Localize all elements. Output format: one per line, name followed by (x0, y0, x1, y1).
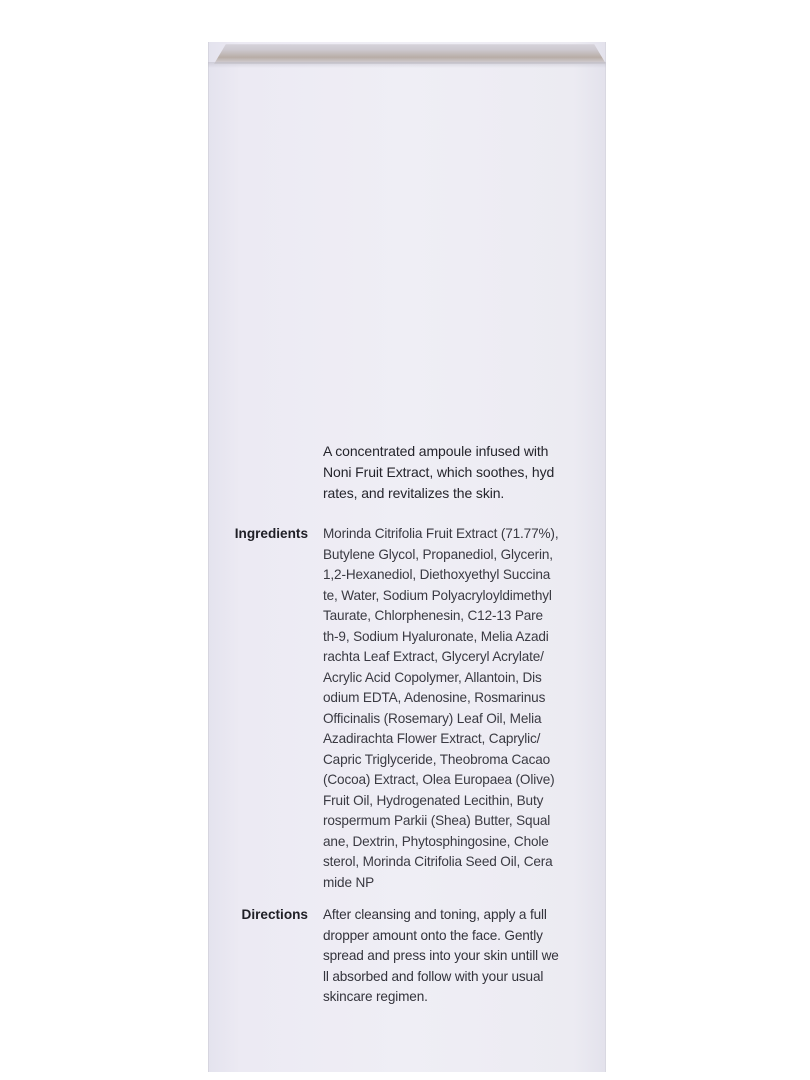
ingredients-line: Taurate, Chlorphenesin, C12-13 Pare (323, 608, 543, 623)
directions-line: ll absorbed and follow with your usual (323, 968, 544, 984)
ingredients-line: Acrylic Acid Copolymer, Allantoin, Dis (323, 669, 542, 685)
ingredients-line: odium EDTA, Adenosine, Rosmarinus (323, 690, 546, 705)
directions-label: Directions (241, 907, 308, 922)
ingredients-line: Officinalis (Rosemary) Leaf Oil, Melia (323, 710, 542, 726)
ingredients-line: Fruit Oil, Hydrogenated Lecithin, Buty (323, 792, 544, 808)
ingredients-line: rospermum Parkii (Shea) Butter, Squal (323, 813, 551, 828)
ingredients-line: mide NP (323, 874, 375, 890)
directions-line: After cleansing and toning, apply a full (323, 907, 547, 922)
product-description (323, 441, 585, 504)
directions-line: skincare regimen. (323, 989, 428, 1004)
ingredients-line: Morinda Citrifolia Fruit Extract (71.77%), (323, 526, 559, 541)
ingredients-label: Ingredients (234, 526, 308, 541)
ingredients-line: 1,2-Hexanediol, Diethoxyethyl Succina (323, 567, 551, 582)
directions-line: dropper amount onto the face. Gently (323, 927, 543, 943)
directions-text (323, 905, 585, 1008)
ingredients-line: (Cocoa) Extract, Olea Europaea (Olive) (323, 772, 555, 787)
ingredients-line: te, Water, Sodium Polyacryloyldimethyl (323, 587, 552, 603)
description-line: A concentrated ampoule infused with (323, 443, 549, 459)
description-line: rates, and revitalizes the skin. (323, 485, 505, 501)
ingredients-line: Capric Triglyceride, Theobroma Cacao (323, 751, 551, 767)
ingredients-line: ane, Dextrin, Phytosphingosine, Chole (323, 833, 549, 849)
directions-line: spread and press into your skin untill we (323, 948, 559, 963)
description-line: Noni Fruit Extract, which soothes, hyd (323, 464, 555, 480)
ingredients-line: th-9, Sodium Hyaluronate, Melia Azadi (323, 628, 549, 644)
ingredients-line: Butylene Glycol, Propanediol, Glycerin, (323, 546, 553, 562)
ingredients-line: rachta Leaf Extract, Glyceryl Acrylate/ (323, 649, 544, 664)
ingredients-line: Azadirachta Flower Extract, Caprylic/ (323, 731, 541, 746)
ingredients-list (323, 524, 585, 893)
ingredients-line: sterol, Morinda Citrifolia Seed Oil, Cera (323, 854, 553, 869)
